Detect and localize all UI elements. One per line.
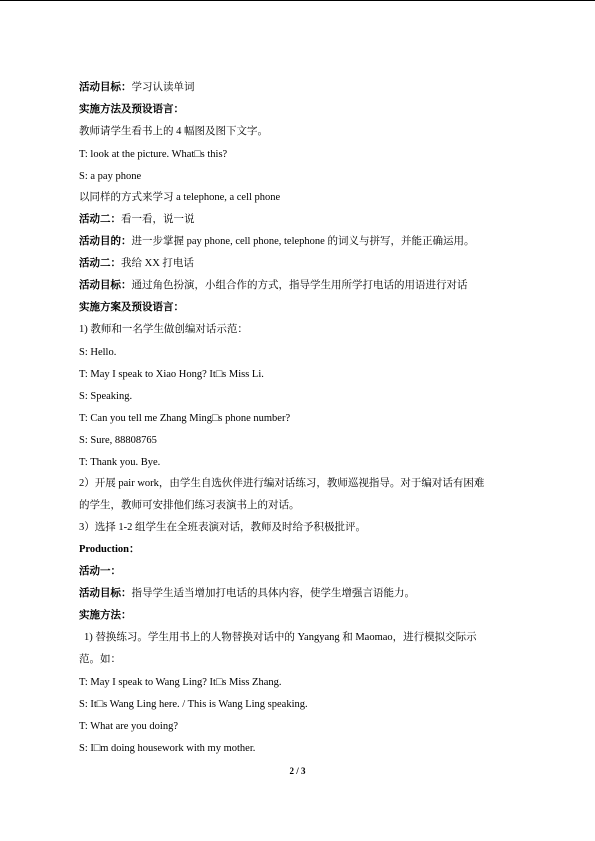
heading-production: Production： bbox=[79, 544, 140, 555]
dialogue-line: T: Can you tell me Zhang Ming□s phone number? bbox=[79, 413, 291, 424]
dialogue-line: S: Speaking. bbox=[79, 391, 133, 402]
text-line-3: 教师请学生看书上的 4 幅图及图下文字。 bbox=[79, 126, 268, 137]
page-number: 2 / 3 bbox=[289, 766, 306, 776]
dialogue-line: S: a pay phone bbox=[79, 171, 142, 182]
dialogue-line: T: May I speak to Wang Ling? It□s Miss Zhang. bbox=[79, 677, 282, 688]
activity-purpose bbox=[79, 235, 474, 248]
text-line-27: 范。如： bbox=[79, 654, 121, 665]
text: 进一步掌握 pay phone, cell phone, telephone 的词义与拼写，并能正确运用。 bbox=[131, 236, 475, 247]
dialogue-line: S: I□m doing housework with my mother. bbox=[79, 743, 256, 754]
dialogue-line: S: It□s Wang Ling here. / This is Wang Ling speaking. bbox=[79, 699, 308, 710]
heading-plan: 实施方案及预设语言： bbox=[79, 302, 184, 313]
dialogue-line: T: look at the picture. What□s this? bbox=[79, 149, 228, 160]
heading-method: 实施方法及预设语言： bbox=[79, 104, 184, 115]
text: 看一看，说一说 bbox=[121, 214, 195, 225]
heading-activity-one: 活动一： bbox=[79, 566, 121, 577]
text: 学习认读单词 bbox=[131, 82, 195, 93]
dialogue-line: S: Hello. bbox=[79, 347, 117, 358]
dialogue-line: T: Thank you. Bye. bbox=[79, 457, 161, 468]
text-line-12: 1) 教师和一名学生做创编对话示范： bbox=[79, 324, 248, 335]
text-line-20: 的学生，教师可安排他们练习表演书上的对话。 bbox=[79, 500, 300, 511]
text: 我给 XX 打电话 bbox=[121, 258, 194, 269]
text-line-21: 3）选择 1-2 组学生在全班表演对话，教师及时给予积极批评。 bbox=[79, 522, 366, 533]
dialogue-line: S: Sure, 88808765 bbox=[79, 435, 157, 446]
activity-goal bbox=[79, 587, 415, 600]
text: 通过角色扮演，小组合作的方式，指导学生用所学打电话的用语进行对话 bbox=[131, 280, 468, 291]
text-line-26: 1) 替换练习。学生用书上的人物替换对话中的 Yangyang 和 Maomao，进行模拟交际示 bbox=[84, 632, 477, 643]
dialogue-line: T: What are you doing? bbox=[79, 721, 179, 732]
label: 活动目标： bbox=[79, 280, 132, 291]
text-line-1 bbox=[79, 81, 195, 94]
heading-method-2: 实施方法： bbox=[79, 610, 132, 621]
text-line-19: 2）开展 pair work，由学生自选伙伴进行编对话练习，教师巡视指导。对于编对话有困难 bbox=[79, 478, 485, 489]
text: 指导学生适当增加打电话的具体内容，使学生增强言语能力。 bbox=[131, 588, 415, 599]
label: 活动目标： bbox=[79, 82, 132, 93]
page-top-border bbox=[0, 0, 595, 1]
text-line-6: 以同样的方式来学习 a telephone, a cell phone bbox=[79, 192, 281, 203]
dialogue-line: T: May I speak to Xiao Hong? It□s Miss Li. bbox=[79, 369, 264, 380]
label: 活动目标： bbox=[79, 588, 132, 599]
activity-heading bbox=[79, 257, 194, 270]
label: 活动目的： bbox=[79, 236, 132, 247]
activity-goal bbox=[79, 279, 468, 292]
label: 活动二： bbox=[79, 214, 121, 225]
activity-heading bbox=[79, 213, 195, 226]
label: 活动二： bbox=[79, 258, 121, 269]
